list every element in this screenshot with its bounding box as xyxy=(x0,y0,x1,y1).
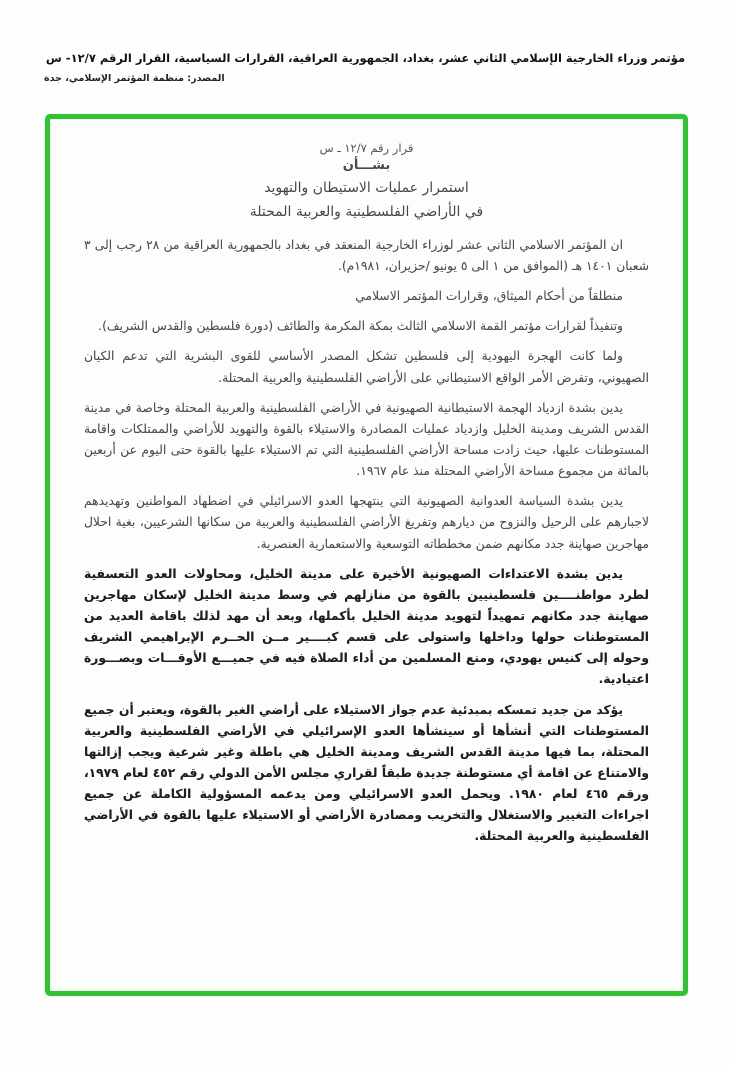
scanned-document-frame xyxy=(45,114,688,996)
resolution-subject-line-1: استمرار عمليات الاستيطان والتهويد xyxy=(264,180,469,197)
paragraph-condemn-settlement: يدين بشدة ازدياد الهجمة الاستيطانية الصهيونية في الأراضي الفلسطينية والعربية المحتلة وخاصة في مدينة القدس الشريف ومدينة الخليل وازدياد عمليات المصادرة والاستيلاء بالقوة والتهويد للأراضي والممتلكات واقامة المستوطنات عليها، حيث زادت مساحة الأراضي الفلسطينية التي تم الاستيلاء عليها بالقوة حتى اليوم عن أربعين بالمائة من مجموع مساحة الأراضي المحتلة منذ عام ١٩٦٧. xyxy=(84,400,649,479)
paragraph-condemn-hebron: يدين بشدة الاعتداءات الصهيونية الأخيرة على مدينة الخليل، ومحاولات العدو التعسفية لطرد مواطنــــين فلسطينيين بالقوة من منازلهم في وسط مدينة الخليل لإسكان مهاجرين صهاينة جدد مكانهم تمهيداً لتهويد مدينة الخليل بأكملها، وبعد أن مهد لذلك باقامة العديد من المستوطنات حولها وداخلها واستولى على قسم كبــــير مــن الحــرم الإبراهيمي الشريف وحوله إلى كنيس يهودي، ومنع المسلمين من أداء الصلاة فيه في جميـــع الأوقـــات وبصـــورة اعتيادية. xyxy=(84,566,649,687)
resolution-body xyxy=(50,119,683,876)
paragraph-immigration: ولما كانت الهجرة اليهودية إلى فلسطين تشكل المصدر الأساسي للقوى البشرية التي تدعم الكيان الصهيوني، وتفرض الأمر الواقع الاستيطاني على الأراضي الفلسطينية والعربية المحتلة. xyxy=(84,349,649,385)
resolution-number: قرار رقم ١٢/٧ ـ س xyxy=(319,141,414,156)
paragraph-condemn-policy: يدين بشدة السياسة العدوانية الصهيونية التي ينتهجها العدو الاسرائيلي في اضطهاد المواطنين وتهديدهم لاجبارهم على الرحيل والنزوح من ديارهم وتفريغ الأراضي الفلسطينية والعربية من سكانها الشرعيين، بغية احلال مهاجرين صهاينة جدد مكانهم ضمن مخططاته التوسعية والاستعمارية العنصرية. xyxy=(84,494,649,551)
paragraph-reaffirm-principle: يؤكد من جديد تمسكه بمبدئية عدم جواز الاستيلاء على أراضي الغير بالقوة، ويعتبر أن جميع المستوطنات التي أنشأها أو سينشأها العدو الإسرائيلي في الأراضي الفلسطينية والعربية المحتلة، بما فيها مدينة القدس الشريف ومدينة الخليل هي باطلة وغير شرعية ويجب إزالتها والامتناع عن اقامة أي مستوطنة جديدة طبقاً لقراري مجلس الأمن الدولي رقم ٤٥٢ لعام ١٩٧٩، ورقم ٤٦٥ لعام ١٩٨٠. ويحمل العدو الاسرائيلي ومن يدعمه المسؤولية الكاملة عن جميع اجراءات التغيير والاستغلال والتخريب ومصادرة الأراضي أو الاستيلاء عليها بالقوة في الأراضي الفلسطينية والعربية المحتلة. xyxy=(84,702,649,844)
header-source: المصدر: منظمة المؤتمر الإسلامي، جدة xyxy=(44,73,225,85)
resolution-subject-line-2: في الأراضي الفلسطينية والعربية المحتلة xyxy=(249,204,484,221)
document-header xyxy=(0,0,731,84)
header-title: مؤتمر وزراء الخارجية الإسلامي الثاني عشر، بغداد، الجمهورية العراقية، القرارات السياسية، القرار الرقم ١٢/٧- س xyxy=(45,51,686,65)
paragraph-preamble: ان المؤتمر الاسلامي الثاني عشر لوزراء الخارجية المنعقد في بغداد بالجمهورية العراقية من ٢٨ رجب إلى ٣ شعبان ١٤٠١ هـ (الموافق من ١ الى ٥ يونيو /حزيران، ١٩٨١م). xyxy=(84,237,649,273)
resolution-regarding: بشـــأن xyxy=(342,158,391,174)
resolution-title-block xyxy=(84,141,649,225)
paragraph-charter: منطلقاً من أحكام الميثاق، وقرارات المؤتمر الاسلامي xyxy=(355,289,623,304)
paragraph-summit-resolutions: وتنفيذاً لقرارات مؤتمر القمة الاسلامي الثالث بمكة المكرمة والطائف (دورة فلسطين والقدس الشريف). xyxy=(98,319,623,334)
